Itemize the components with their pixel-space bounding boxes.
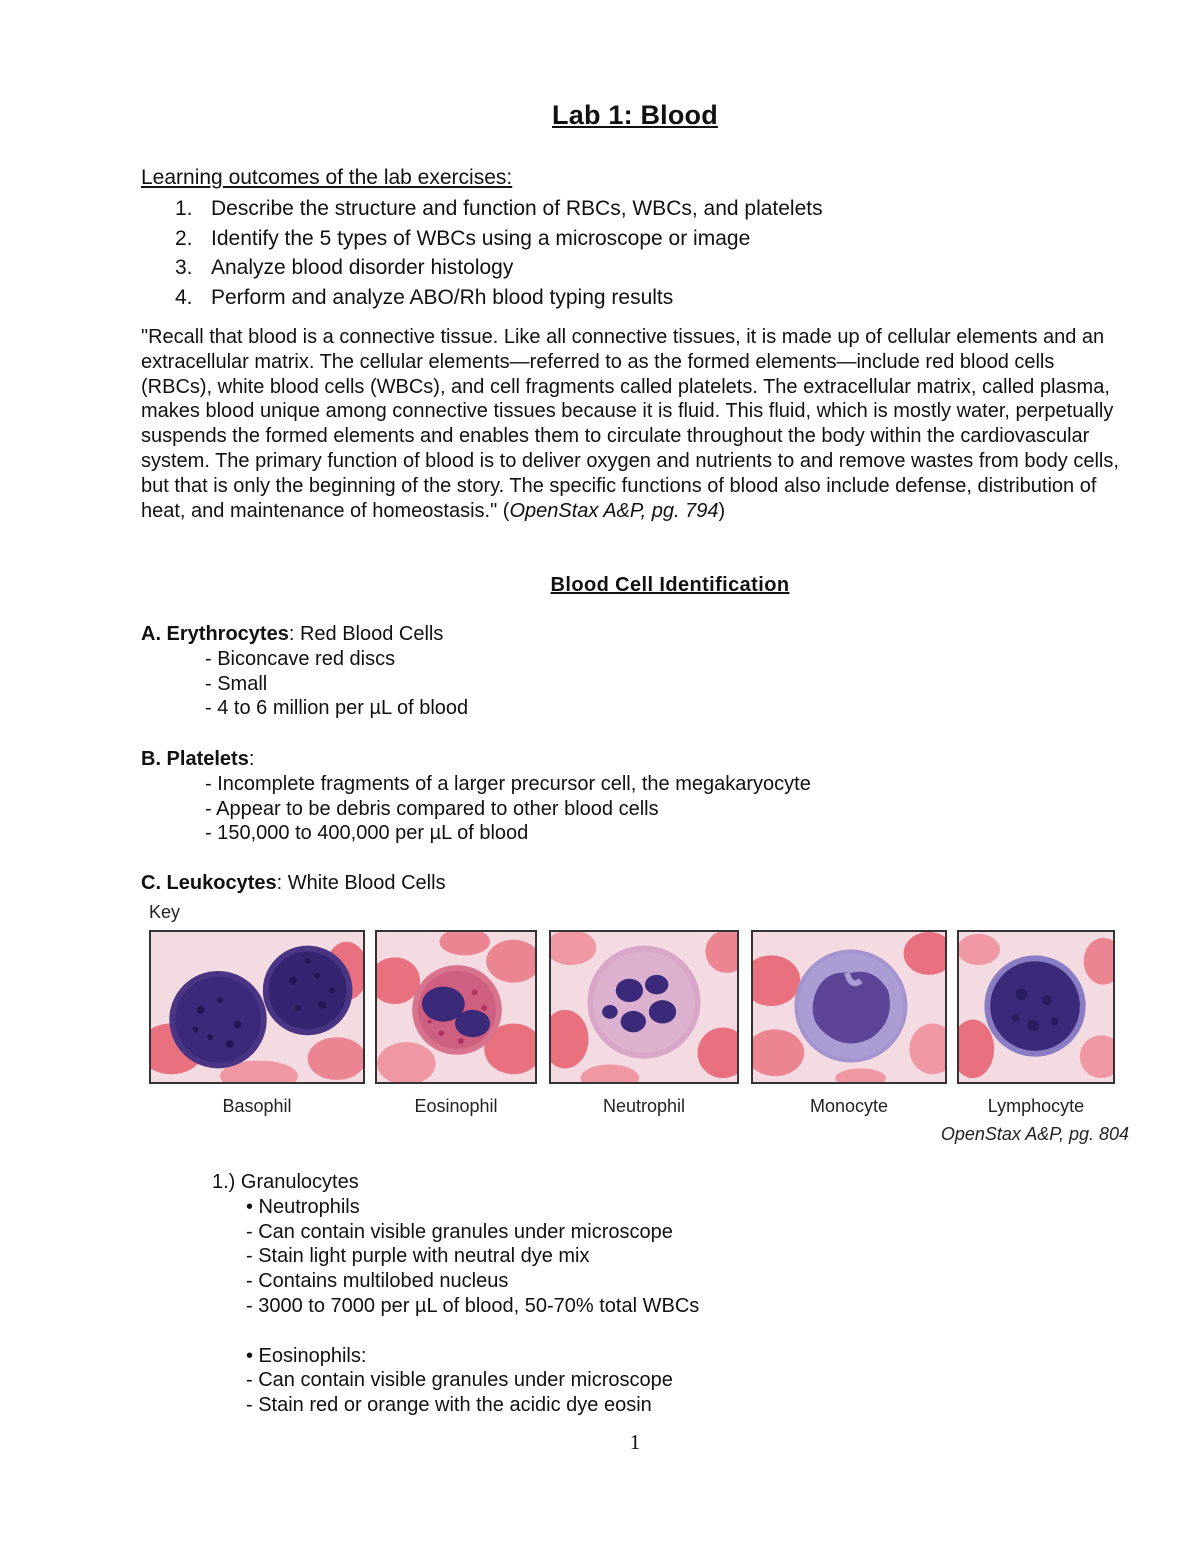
list-item: - Stain light purple with neutral dye mix [246,1245,590,1268]
list-item-number: 3. [175,256,193,279]
page-number: 1 [629,1430,641,1454]
wbc-figure [141,900,1131,1150]
neutrophil-image [549,930,739,1084]
spacer [246,1319,699,1344]
list-item: - Small [205,672,268,695]
figure-credit: OpenStax A&P, pg. 804 [940,1124,1129,1144]
list-item: - 150,000 to 400,000 per µL of blood [205,822,529,845]
erythrocytes-heading [141,622,468,647]
list-item: - 4 to 6 million per µL of blood [205,697,469,720]
list-item: - Stain red or orange with the acidic dye eosin [246,1394,652,1417]
leukocytes-heading [141,871,446,896]
list-item: - Appear to be debris compared to other blood cells [205,797,659,820]
erythrocytes-section [141,622,468,721]
neutrophil-illustration [551,932,737,1082]
quote-paragraph [141,325,1131,523]
list-item: - 3000 to 7000 per µL of blood, 50-70% total WBCs [246,1294,700,1317]
list-item-text: Perform and analyze ABO/Rh blood typing results [211,285,674,309]
lymphocyte-image [957,930,1115,1084]
monocyte-label: Monocyte [809,1096,889,1116]
erythrocytes-bullets [141,647,468,721]
outcomes-colon: : [506,166,513,189]
leukocytes-label: C. Leukocytes [141,872,277,894]
basophil-illustration [151,932,363,1082]
neutrophils-name: • Neutrophils [246,1195,360,1218]
leukocytes-desc: : White Blood Cells [276,872,446,894]
eosinophil-label: Eosinophil [414,1096,498,1116]
lymphocyte-illustration [959,932,1113,1082]
erythrocytes-label: A. Erythrocytes [141,623,289,645]
neutrophils-block [212,1195,699,1418]
platelets-label: B. Platelets [141,748,249,770]
list-item-text: Analyze blood disorder histology [211,256,514,279]
figure-key-label: Key [149,902,181,922]
page-title: Lab 1: Blood [552,100,718,130]
list-item [141,283,823,313]
platelets-bullets [141,772,811,846]
neutrophil-label: Neutrophil [602,1096,686,1116]
lymphocyte-label: Lymphocyte [987,1096,1085,1116]
eosinophil-image [375,930,537,1084]
list-item: - Incomplete fragments of a larger precursor cell, the megakaryocyte [205,772,811,795]
list-item-number: 4. [175,285,193,309]
platelets-desc: : [248,748,255,770]
list-item-number: 2. [175,226,193,250]
quote-close: ) [718,499,726,522]
list-item-number: 1. [175,197,193,220]
outcomes-heading [141,166,512,190]
list-item: - Can contain visible granules under microscope [246,1220,673,1243]
list-item-text: Identify the 5 types of WBCs using a microscope or image [211,226,751,250]
outcomes-list [141,194,823,312]
list-item [141,194,823,224]
list-item [141,224,823,254]
leukocytes-section [141,871,446,896]
erythrocytes-desc: : Red Blood Cells [288,623,444,645]
basophil-image [149,930,365,1084]
granulocytes-heading: 1.) Granulocytes [212,1171,359,1193]
eosinophils-name: • Eosinophils: [246,1344,367,1367]
platelets-section [141,747,811,846]
monocyte-image [751,930,947,1084]
list-item: - Can contain visible granules under microscope [246,1369,673,1392]
list-item [141,253,823,283]
platelets-heading [141,747,811,772]
list-item-text: Describe the structure and function of RBCs, WBCs, and platelets [211,197,823,220]
quote-citation: OpenStax A&P, pg. 794 [509,499,719,522]
granulocytes-section [212,1170,699,1418]
quote-body: "Recall that blood is a connective tissue. Like all connective tissues, it is made up of cellular elements and an extracellular matrix. The cellular elements—referred to as the formed elements—include red blood cells (RBCs), white blood cells (WBCs), and cell fragments called platelets. The extracellular matrix, called plasma, makes blood unique among connective tissues because it is fluid. This fluid, which is mostly water, perpetually suspends the formed elements and enables them to circulate throughout the body within the cardiovascular system. The primary function of blood is to deliver oxygen and nutrients to and remove wastes from body cells, but that is only the beginning of the story. The specific functions of blood also include defense, distribution of heat, and maintenance of homeostasis." ( [141,326,1119,522]
list-item: - Biconcave red discs [205,647,396,670]
section-heading: Blood Cell Identification [550,574,790,596]
basophil-label: Basophil [222,1096,292,1116]
outcomes-heading-text: Learning outcomes of the lab exercises [141,166,507,189]
list-item: - Contains multilobed nucleus [246,1270,509,1293]
monocyte-illustration [753,932,945,1082]
eosinophil-illustration [377,932,535,1082]
